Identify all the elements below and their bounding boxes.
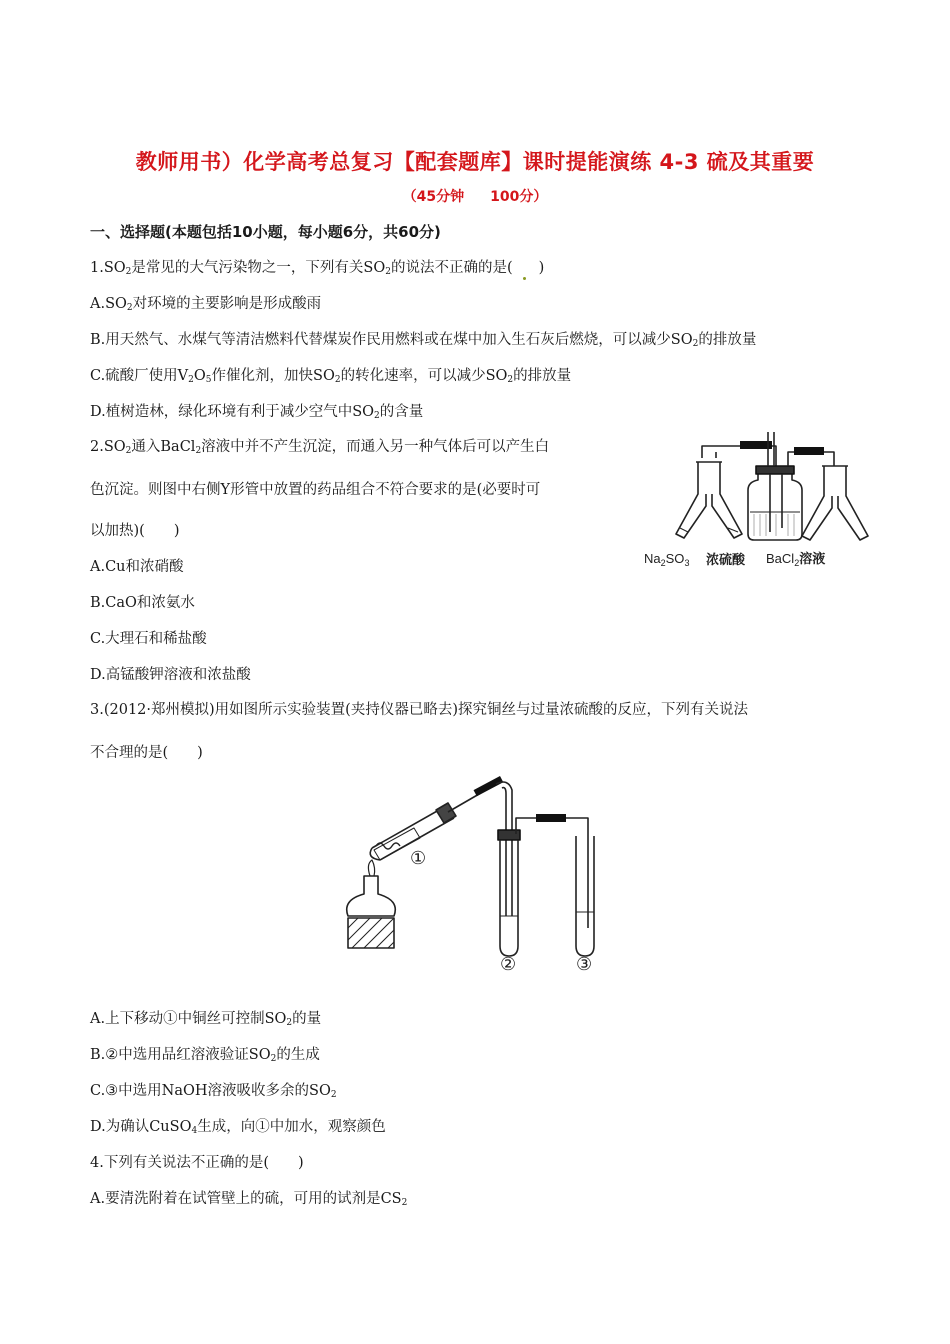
q2-option-c: C.大理石和稀盐酸 bbox=[90, 631, 207, 647]
q4-stem: 4.下列有关说法不正确的是( ) bbox=[90, 1155, 304, 1171]
q1-option-b: B.用天然气、水煤气等清洁燃料代替煤炭作民用燃料或在煤中加入生石灰后燃烧，可以减少$SO_2$的排放量 bbox=[90, 332, 757, 349]
q1-option-c: C.硫酸厂使用$V_2O_5$作催化剂，加快$SO_2$的转化速率，可以减少$SO_2$的排放量 bbox=[90, 368, 572, 385]
q2-option-d: D.高锰酸钾溶液和浓盐酸 bbox=[90, 667, 251, 683]
q4-option-a: A.要清洗附着在试管壁上的硫，可用的试剂是$CS_2$ bbox=[90, 1191, 408, 1208]
svg-text:①: ① bbox=[410, 848, 427, 868]
q3-stem-line1: 3.(2012·郑州模拟)用如图所示实验装置(夹持仪器已略去)探究铜丝与过量浓硫酸的反应，下列有关说法 bbox=[90, 702, 748, 718]
stray-dot bbox=[523, 277, 526, 280]
svg-text:③: ③ bbox=[576, 954, 593, 974]
time-limit: （45分钟 bbox=[402, 189, 465, 205]
page-title: 教师用书）化学高考总复习【配套题库】课时提能演练 4-3 硫及其重要 bbox=[135, 150, 815, 174]
q2-apparatus-figure bbox=[640, 432, 870, 578]
q3-option-d: D.为确认CuSO$_4$生成，向①中加水，观察颜色 bbox=[90, 1119, 386, 1136]
q1-option-d: D.植树造林，绿化环境有利于减少空气中$SO_2$的含量 bbox=[90, 404, 424, 421]
q3-option-a: A.上下移动①中铜丝可控制$SO_2$的量 bbox=[90, 1011, 322, 1028]
section-heading: 一、选择题(本题包括10小题，每小题6分，共60分) bbox=[90, 223, 441, 241]
total-score: 100分） bbox=[490, 189, 548, 205]
q2-option-a: A.Cu和浓硝酸 bbox=[90, 559, 184, 575]
svg-text:浓硫酸: 浓硫酸 bbox=[706, 552, 746, 567]
q3-option-c: C.③中选用NaOH溶液吸收多余的$SO_2$ bbox=[90, 1083, 337, 1100]
svg-text:BaCl2溶液: BaCl$_2$溶液 bbox=[766, 551, 826, 568]
q3-apparatus-figure bbox=[336, 776, 626, 976]
svg-text:Na2SO3: $Na_2SO_3$ bbox=[644, 551, 690, 568]
q3-option-b: B.②中选用品红溶液验证$SO_2$的生成 bbox=[90, 1047, 320, 1064]
q3-stem-line2: 不合理的是( ) bbox=[90, 745, 203, 761]
q2-option-b: B.CaO和浓氨水 bbox=[90, 595, 195, 611]
q2-stem-line3: 以加热)( ) bbox=[90, 523, 180, 539]
page-subtitle bbox=[0, 186, 950, 206]
svg-text:②: ② bbox=[500, 954, 517, 974]
q1-option-a: $A.SO_2$对环境的主要影响是形成酸雨 bbox=[90, 296, 322, 313]
q2-stem-line1: $2.SO_2$通入BaCl$_2$溶液中并不产生沉淀，而通入另一种气体后可以产生白 bbox=[90, 439, 550, 456]
q2-stem-line2: 色沉淀。则图中右侧Y形管中放置的药品组合不符合要求的是(必要时可 bbox=[90, 482, 541, 498]
q1-stem: $1.SO_2$是常见的大气污染物之一，下列有关$SO_2$的说法不正确的是( ) bbox=[90, 256, 544, 277]
